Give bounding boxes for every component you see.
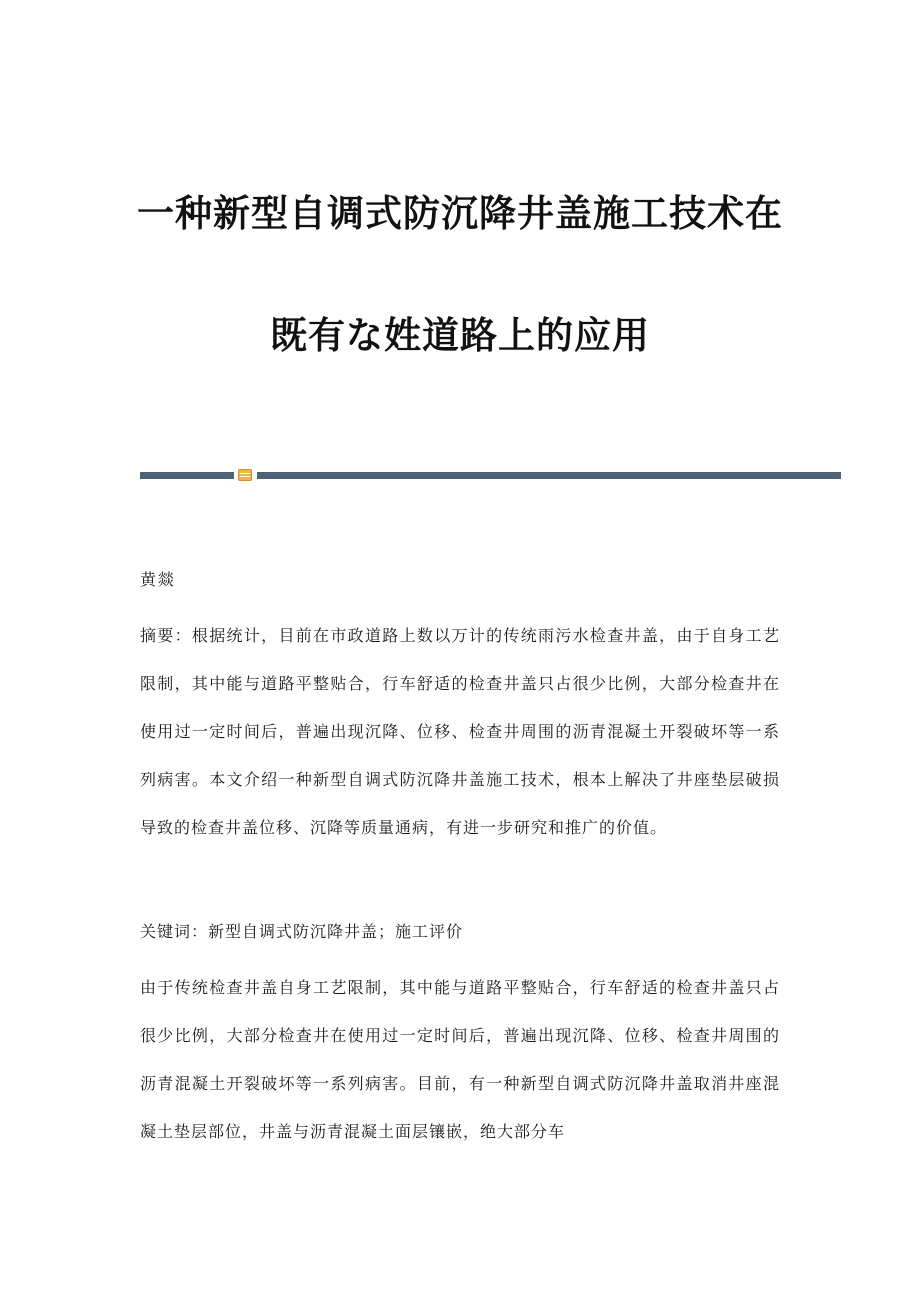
- keywords-label: 关键词：: [140, 922, 209, 941]
- keywords-text: 新型自调式防沉降井盖；施工评价: [208, 922, 464, 941]
- document-title-line-1: 一种新型自调式防沉降井盖施工技术在: [137, 192, 783, 235]
- divider-bar-left: [140, 472, 234, 479]
- keywords-paragraph: [140, 908, 780, 956]
- body-paragraph-1: 由于传统检查井盖自身工艺限制，其中能与道路平整贴合，行车舒适的检查井盖只占很少比例，大部分检查井在使用过一定时间后，普遍出现沉降、位移、检查井周围的沥青混凝土开裂破坏等一系列病害。目前，有一种新型自调式防沉降井盖取消井座混凝土垫层部位，井盖与沥青混凝土面层镶嵌，绝大部分车: [140, 978, 780, 1141]
- abstract-label: 摘要：: [140, 626, 192, 645]
- divider-bar-right: [257, 472, 841, 479]
- divider-ornament-icon: [238, 469, 252, 481]
- document-title-line-2: 既有な姓道路上的应用: [270, 314, 650, 357]
- abstract-text: 根据统计，目前在市政道路上数以万计的传统雨污水检查井盖，由于自身工艺限制，其中能与道路平整贴合，行车舒适的检查井盖只占很少比例，大部分检查井在使用过一定时间后，普遍出现沉降、位移、检查井周围的沥青混凝土开裂破坏等一系列病害。本文介绍一种新型自调式防沉降井盖施工技术，根本上解决了井座垫层破损导致的检查井盖位移、沉降等质量通病，有进一步研究和推广的价值。: [140, 626, 780, 837]
- body-section: [140, 964, 780, 1156]
- title-divider: [140, 468, 841, 482]
- abstract-paragraph: [140, 612, 780, 852]
- keywords-section: [140, 908, 780, 956]
- abstract-section: [140, 612, 780, 852]
- author-name: 黄燚: [140, 570, 177, 589]
